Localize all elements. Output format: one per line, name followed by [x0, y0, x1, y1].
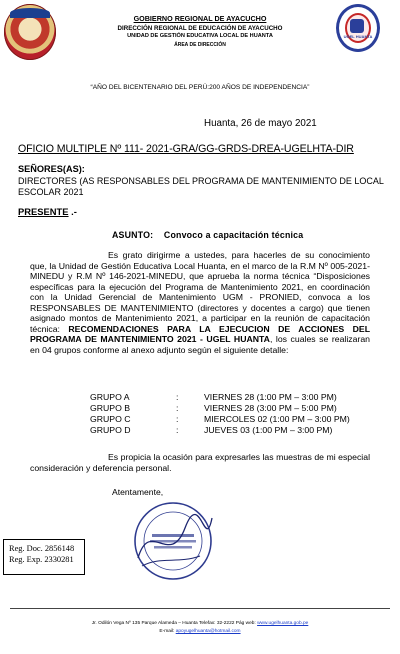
document-date: Huanta, 26 de mayo 2021 — [204, 118, 317, 129]
sign-off: Atentamente, — [112, 487, 164, 497]
header-direccion: DIRECCIÓN REGIONAL DE EDUCACIÓN DE AYACUCHO — [117, 25, 283, 32]
footer-email-link[interactable]: apoyugelhuanta@hotmail.com — [175, 629, 241, 634]
group-name: GRUPO A — [90, 392, 130, 402]
body-bold: RECOMENDACIONES PARA LA EJECUCION DE ACCIONES DEL PROGRAMA DE MANTENIMIENTO 2021 - UGEL HUANTA — [30, 323, 370, 344]
group-sep: : — [176, 392, 179, 402]
group-name: GRUPO C — [90, 414, 131, 424]
body-paragraph — [30, 250, 370, 355]
body-part2: , los cuales se realizaran en 04 grupos conforme al anexo adjunto según el siguiente detalle: — [30, 334, 370, 355]
group-name: GRUPO B — [90, 403, 131, 413]
regional-government-logo-icon — [4, 4, 56, 60]
closing-paragraph — [30, 452, 370, 473]
header-government: GOBIERNO REGIONAL DE AYACUCHO — [133, 14, 267, 23]
header-area: ÁREA DE DIRECCIÓN — [174, 42, 226, 48]
presente-line — [18, 206, 77, 217]
footer-email-label: E-mail: — [159, 629, 176, 634]
registry-exp: Reg. Exp. 2330281 — [9, 555, 74, 564]
header-unidad: UNIDAD DE GESTIÓN EDUCATIVA LOCAL DE HUANTA — [127, 33, 273, 39]
official-seal-signature-icon — [130, 498, 216, 584]
closing-text: Es propicia la ocasión para expresarles las muestras de mi especial consideración y deferencia personal. — [30, 452, 370, 473]
registry-doc: Reg. Doc. 2856148 — [9, 544, 75, 553]
group-sep: : — [176, 425, 179, 435]
subject-line: ASUNTO: Convoco a capacitación técnica — [112, 230, 304, 240]
group-row — [90, 403, 350, 414]
group-when: VIERNES 28 (3:00 PM – 5:00 PM) — [204, 403, 337, 413]
recipients: DIRECTORES (AS RESPONSABLES DEL PROGRAMA DE MANTENIMIENTO DE LOCAL ESCOLAR 2021 — [18, 176, 384, 197]
document-title: OFICIO MULTIPLE Nº 111- 2021-GRA/GG-GRDS-DREA-UGELHTA-DIR — [18, 143, 354, 155]
footer-address-text: Jr. Odilón Vega Nº 135 Parque Alameda – Huanta Telefax: 32-2222 Pág web: — [91, 621, 258, 626]
group-when: JUEVES 03 (1:00 PM – 3:00 PM) — [204, 425, 333, 435]
logo-text: UGEL HUANTA — [343, 34, 373, 39]
group-row — [90, 425, 350, 436]
group-row — [90, 392, 350, 403]
footer-web-link[interactable]: www.ugelhuanta.gob.pe — [257, 621, 309, 626]
group-when: VIERNES 28 (1:00 PM – 3:00 PM) — [204, 392, 337, 402]
presente-label: PRESENTE — [18, 206, 69, 217]
groups-list — [90, 392, 350, 436]
group-sep: : — [176, 414, 179, 424]
footer-email — [0, 629, 400, 634]
ugel-huanta-logo-icon — [336, 4, 380, 52]
footer-address — [0, 621, 400, 626]
recipients-heading: SEÑORES(AS): — [18, 164, 85, 174]
presente-suffix: .- — [68, 206, 77, 217]
group-row — [90, 414, 350, 425]
group-when: MIERCOLES 02 (1:00 PM – 3:00 PM) — [204, 414, 350, 424]
body-part1: Es grato dirigirme a ustedes, para hacerles de su conocimiento que, la Unidad de Gestión Educativa Local Huanta, en el marco de la R.M Nº 005-2021-MINEDU y R.M Nº 146-2021-MINEDU, que aprueba la norma técnica “Disposiciones específicas para la ejecución del Programa de Mantenimiento 2021, en coordinación con la Unidad Gerencial de Mantenimiento UGM - PRONIED, convoca a los RESPONSABLES DE MANTENIMIENTO (directores y docentes a cargo) que tienen asignado montos de Mantenimiento 2021, a participar en la reunión de capacitación técnica: — [30, 250, 370, 334]
group-sep: : — [176, 403, 179, 413]
group-name: GRUPO D — [90, 425, 131, 435]
footer-divider — [10, 608, 390, 609]
registry-box — [3, 539, 85, 575]
year-name: “AÑO DEL BICENTENARIO DEL PERÚ:200 AÑOS DE INDEPENDENCIA” — [90, 84, 310, 91]
